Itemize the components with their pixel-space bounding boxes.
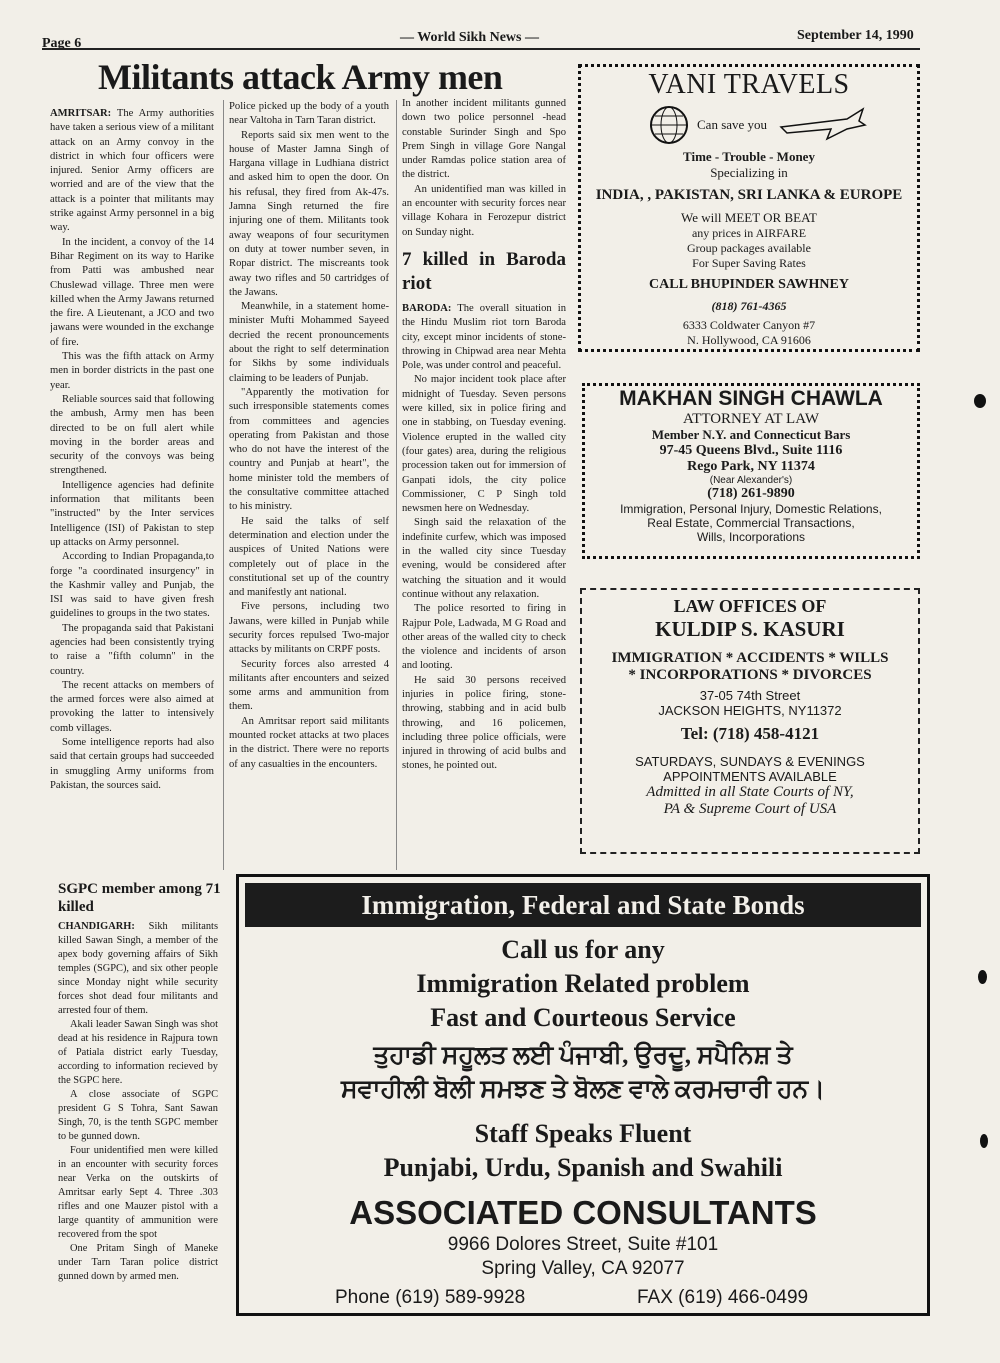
dateline: BARODA: <box>402 302 452 314</box>
chawla-phone: (718) 261-9890 <box>707 486 795 501</box>
paragraph <box>402 674 566 774</box>
chawla-ad <box>582 383 920 559</box>
kasuri-addr2: JACKSON HEIGHTS, NY11372 <box>658 703 842 718</box>
vani-prices: any prices in AIRFARE <box>691 226 807 240</box>
vani-regions: INDIA, , PAKISTAN, SRI LANKA & EUROPE <box>595 187 903 203</box>
paragraph-text: This was the fifth attack on Army men in border districts in the past one year. <box>50 351 214 391</box>
paragraph <box>50 107 214 236</box>
assoc-addr1: 9966 Dolores Street, Suite #101 <box>447 1234 719 1255</box>
kasuri-admit1: Admitted in all State Courts of NY, <box>646 784 854 800</box>
chawla-services3: Wills, Incorporations <box>696 530 806 544</box>
vani-call: CALL BHUPINDER SAWHNEY <box>649 277 849 292</box>
paragraph-text: A close associate of SGPC president G S Tohra, Sant Sawan Singh, 70, is the tenth SGPC member to be gunned down. <box>58 1089 218 1142</box>
chawla-addr2: Rego Park, NY 11374 <box>687 459 815 474</box>
chawla-near: (Near Alexander's) <box>709 475 793 486</box>
paragraph <box>402 97 566 183</box>
kasuri-addr1: 37-05 74th Street <box>699 688 801 703</box>
assoc-punjabi2: ਸਵਾਹੀਲੀ ਬੋਲੀ ਸਮਝਣ ਤੇ ਬੋਲਣ ਵਾਲੇ ਕਰਮਚਾਰੀ ਹਨ। <box>341 1076 825 1103</box>
assoc-phone: Phone (619) 589-9928 <box>335 1287 526 1308</box>
paragraph-text: Police picked up the body of a youth near Valtoha in Tarn Taran district. <box>229 101 389 127</box>
bonds-banner: Immigration, Federal and State Bonds <box>245 883 921 927</box>
sgpc-article <box>58 880 226 1340</box>
vani-travels-ad <box>578 64 920 352</box>
paragraph <box>58 1018 218 1088</box>
paragraph-text: According to Indian Propaganda,to forge "a coordinated insurgency" in the Kashmir valley and Punjab, the ISI was said to have given fresh guidelines to groups in the two states. <box>50 551 214 620</box>
paragraph-text: The Army authorities have taken a serious view of a militant attack on an Army convoy in the district in which four officers were injured. Senior Army officers are worried and are of the view that the attack is a pointer that militants may strike against Army personnel in a big way. <box>50 108 214 234</box>
paragraph-text: He said the talks of self determination and election under the auspices of United Nations were completely out of place in the constitutional set up of the country and manifestly ant national. <box>229 515 389 599</box>
paragraph <box>402 183 566 240</box>
paragraph <box>58 1144 218 1242</box>
baroda-headline: 7 killed in Baroda riot <box>402 248 566 294</box>
paragraph-text: An unidentified man was killed in an encounter with security forces near village Kohara in Ferozepur district on Sunday night. <box>402 183 566 238</box>
paragraph <box>50 350 214 393</box>
main-article-col2 <box>229 100 389 868</box>
paragraph <box>58 1088 218 1144</box>
punch-hole <box>974 394 986 408</box>
main-headline: Militants attack Army men <box>98 57 503 97</box>
paragraph-text: The recent attacks on members of the armed forces were also aimed at provoking the latter to intensively comb villages. <box>50 679 214 734</box>
vani-saving: For Super Saving Rates <box>692 256 806 270</box>
chawla-member: Member N.Y. and Connecticut Bars <box>651 427 851 442</box>
paragraph-text: One Pritam Singh of Maneke under Tarn Taran police district gunned down by armed men. <box>58 1243 218 1282</box>
paragraph <box>58 920 218 1018</box>
paragraph-text: The police resorted to firing in Rajpur Pole, Ladwada, M G Road and other areas of the walled city to check the violence and incidents of arson and looting. <box>402 603 566 672</box>
paragraph-text: An Amritsar report said militants mounted rocket attacks at two places in the district. There were no reports of any casualties in the encounters. <box>229 715 389 770</box>
kasuri-services2: * INCORPORATIONS * DIVORCES <box>628 667 872 683</box>
paragraph <box>50 479 214 550</box>
airplane-icon <box>777 103 867 143</box>
paragraph-text: The overall situation in the Hindu Muslim riot torn Baroda city, except minor incidents of stone-throwing in Chipwad area near Mehta Pole, was under control and peaceful. <box>402 302 566 372</box>
paragraph <box>402 602 566 673</box>
paragraph-text: In the incident, a convoy of the 14 Bihar Regiment on its way to Harike from Patti was ambushed near Chuslewad village. Three men were killed when the Army Jawans returned the fire. A Lieutenant, a JCO and two jawans were wounded in the exchange of fire. <box>50 236 214 348</box>
chawla-services1: Immigration, Personal Injury, Domestic Relations, <box>620 502 882 516</box>
paragraph-text: Akali leader Sawan Singh was shot dead at his residence in Rajpura town of Patiala district early Tuesday, according to information recieved by the SGPC here. <box>58 1019 218 1086</box>
paragraph-text: Five persons, including two Jawans, were killed in Punjab while security forces repulsed Two-major attacks by militants on CRPF posts. <box>229 601 389 656</box>
paragraph <box>50 736 214 793</box>
col3 <box>402 97 566 867</box>
paragraph-text: Security forces also arrested 4 militants after encounters and seized some arms and ammunition from them. <box>229 658 389 713</box>
paragraph-text: Sikh militants killed Sawan Singh, a member of the apex body governing affairs of Sikh temples (SGPC), and six other people since Monday night while security forces shot dead four militants and arrested four of them. <box>58 921 218 1016</box>
chawla-addr1: 97-45 Queens Blvd., Suite 1116 <box>659 443 843 458</box>
vani-group: Group packages available <box>687 241 811 255</box>
vani-addr1: 6333 Coldwater Canyon #7 <box>682 318 816 332</box>
paragraph-text: "Apparently the motivation for such irresponsible statements comes from committees and agencies operating from Pakistan and those who do not have the interest of the country and Punjab at heart", the home minister told the members of the consultative committee attached to his ministry. <box>229 386 389 513</box>
paragraph-text: Reports said six men went to the house of Master Jamna Singh of Hargana village in Ludhiana district and asked him to open the door. On his refusal, they fired from Ak-47s. Jamna Singh returned the fire injuring one of them. Militants took away weapons of four securitymen on duty at tower number seven, in Ropar district. The miscreants took away two rifles and 50 cartridges of the Jawans. <box>229 129 389 298</box>
punch-hole <box>978 970 987 984</box>
paragraph <box>50 679 214 736</box>
paragraph-text: The propaganda said that Pakistani agencies had been consistently trying to raise a "fifth column" in the country. <box>50 622 214 677</box>
column-divider <box>223 100 224 870</box>
vani-phone: (818) 761-4365 <box>711 299 787 313</box>
assoc-line2: Immigration Related problem <box>416 969 750 998</box>
paragraph <box>402 373 566 516</box>
paragraph-text: Four unidentified men were killed in an encounter with security forces near Verka on the outskirts of Amritsar early Sept 4. Three .303 rifles and one Mauzer pistol with a large quantity of ammunition were recovered from the spot <box>58 1145 218 1240</box>
punch-hole <box>980 1134 988 1148</box>
dateline: CHANDIGARH: <box>58 921 135 932</box>
kasuri-hours1: SATURDAYS, SUNDAYS & EVENINGS <box>635 754 865 769</box>
vani-addr2: N. Hollywood, CA 91606 <box>687 333 811 347</box>
kasuri-ad <box>580 588 920 854</box>
vani-meet: We will MEET OR BEAT <box>681 210 817 225</box>
assoc-addr2: Spring Valley, CA 92077 <box>481 1258 685 1279</box>
dateline: AMRITSAR: <box>50 108 112 119</box>
chawla-name: MAKHAN SINGH CHAWLA <box>619 387 883 410</box>
paragraph <box>50 236 214 350</box>
vani-tagline: Time - Trouble - Money <box>683 149 815 164</box>
assoc-fax: FAX (619) 466-0499 <box>637 1287 809 1308</box>
associated-consultants-ad <box>236 874 930 1316</box>
paragraph <box>229 715 389 772</box>
vani-title: VANI TRAVELS <box>648 69 850 100</box>
paragraph <box>229 100 389 129</box>
paragraph <box>402 302 566 373</box>
paper-name: — World Sikh News — <box>400 30 539 45</box>
header-rule <box>42 48 920 50</box>
chawla-title: ATTORNEY AT LAW <box>682 411 820 427</box>
paragraph <box>402 516 566 602</box>
paragraph <box>50 393 214 479</box>
kasuri-line1: LAW OFFICES OF <box>673 596 827 616</box>
paragraph-text: Reliable sources said that following the ambush, Army men has been directed to be on full alert while moving in the border areas and security of the convoys was being strengthened. <box>50 393 214 477</box>
kasuri-services1: IMMIGRATION * ACCIDENTS * WILLS <box>611 650 889 666</box>
assoc-line3: Fast and Courteous Service <box>430 1003 736 1032</box>
kasuri-line2: KULDIP S. KASURI <box>655 617 845 641</box>
column-divider <box>396 100 397 870</box>
assoc-line5: Punjabi, Urdu, Spanish and Swahili <box>383 1153 783 1182</box>
paragraph <box>229 300 389 386</box>
main-article-col1 <box>50 107 214 867</box>
page-number: Page 6 <box>42 36 82 51</box>
paragraph-text: No major incident took place after midnight of Tuesday. Seven persons were killed, six in police firing and one in stabbing, on Tuesday evening. Violence erupted in the walled city (four gates) area, during the religious procession taken out for immersion of Ganpati idols, the city police Commissioner, C P Singh told newsmen here on Wednesday. <box>402 374 566 515</box>
paragraph-text: Some intelligence reports had also said that certain groups had succeeded in smuggling Army uniforms from Pakistan, the sources said. <box>50 737 214 791</box>
assoc-punjabi1: ਤੁਹਾਡੀ ਸਹੂਲਤ ਲਈ ਪੰਜਾਬੀ, ਉਰਦੂ, ਸਪੈਨਿਸ਼ ਤੇ <box>373 1042 793 1069</box>
kasuri-admit2: PA & Supreme Court of USA <box>663 801 837 817</box>
paragraph <box>229 386 389 515</box>
paragraph-text: Meanwhile, in a statement home-minister Mufti Mohammed Sayeed decried the recent pronouncements about the right to self determination for Sikhs by some individuals claiming to be leaders of Punjab. <box>229 301 389 384</box>
kasuri-phone: Tel: (718) 458-4121 <box>680 724 820 743</box>
assoc-line4: Staff Speaks Fluent <box>474 1119 692 1148</box>
paragraph <box>229 600 389 657</box>
chawla-services2: Real Estate, Commercial Transactions, <box>647 516 855 530</box>
assoc-company: ASSOCIATED CONSULTANTS <box>349 1194 817 1231</box>
paragraph-text: He said 30 persons received injuries in police firing, stone-throwing, stabbing and in acid bulb throwing, and 16 policemen, including three police officials, were injured in throwing of acid bulbs and stones, he pointed out. <box>402 674 566 772</box>
paragraph <box>58 1242 218 1284</box>
sgpc-headline: SGPC member among 71 killed <box>58 881 221 915</box>
paragraph <box>50 622 214 679</box>
vani-save: Can save you <box>697 117 768 132</box>
paragraph-text: In another incident militants gunned down two police personnel -head constable Surinder Singh and Spo Prem Singh in village Gore Nangal under Ramdas police station area of the district. <box>402 98 566 181</box>
paragraph <box>229 129 389 301</box>
paragraph-text: Singh said the relaxation of the indefinite curfew, which was imposed in the walled city since Tuesday evening, would be considered after watching the situation and it would continue without any relaxation. <box>402 517 566 600</box>
assoc-line1: Call us for any <box>501 935 665 964</box>
kasuri-hours2: APPOINTMENTS AVAILABLE <box>663 769 837 784</box>
paragraph-text: Intelligence agencies had definite information that militants been "instructed" by the Inter services Intelligence (ISI) of Pakistan to step up attacks on Army personnel. <box>50 479 214 548</box>
vani-specializing: Specializing in <box>710 165 788 180</box>
paragraph <box>229 658 389 715</box>
issue-date: September 14, 1990 <box>797 28 914 43</box>
paragraph <box>229 515 389 601</box>
paragraph <box>50 550 214 621</box>
